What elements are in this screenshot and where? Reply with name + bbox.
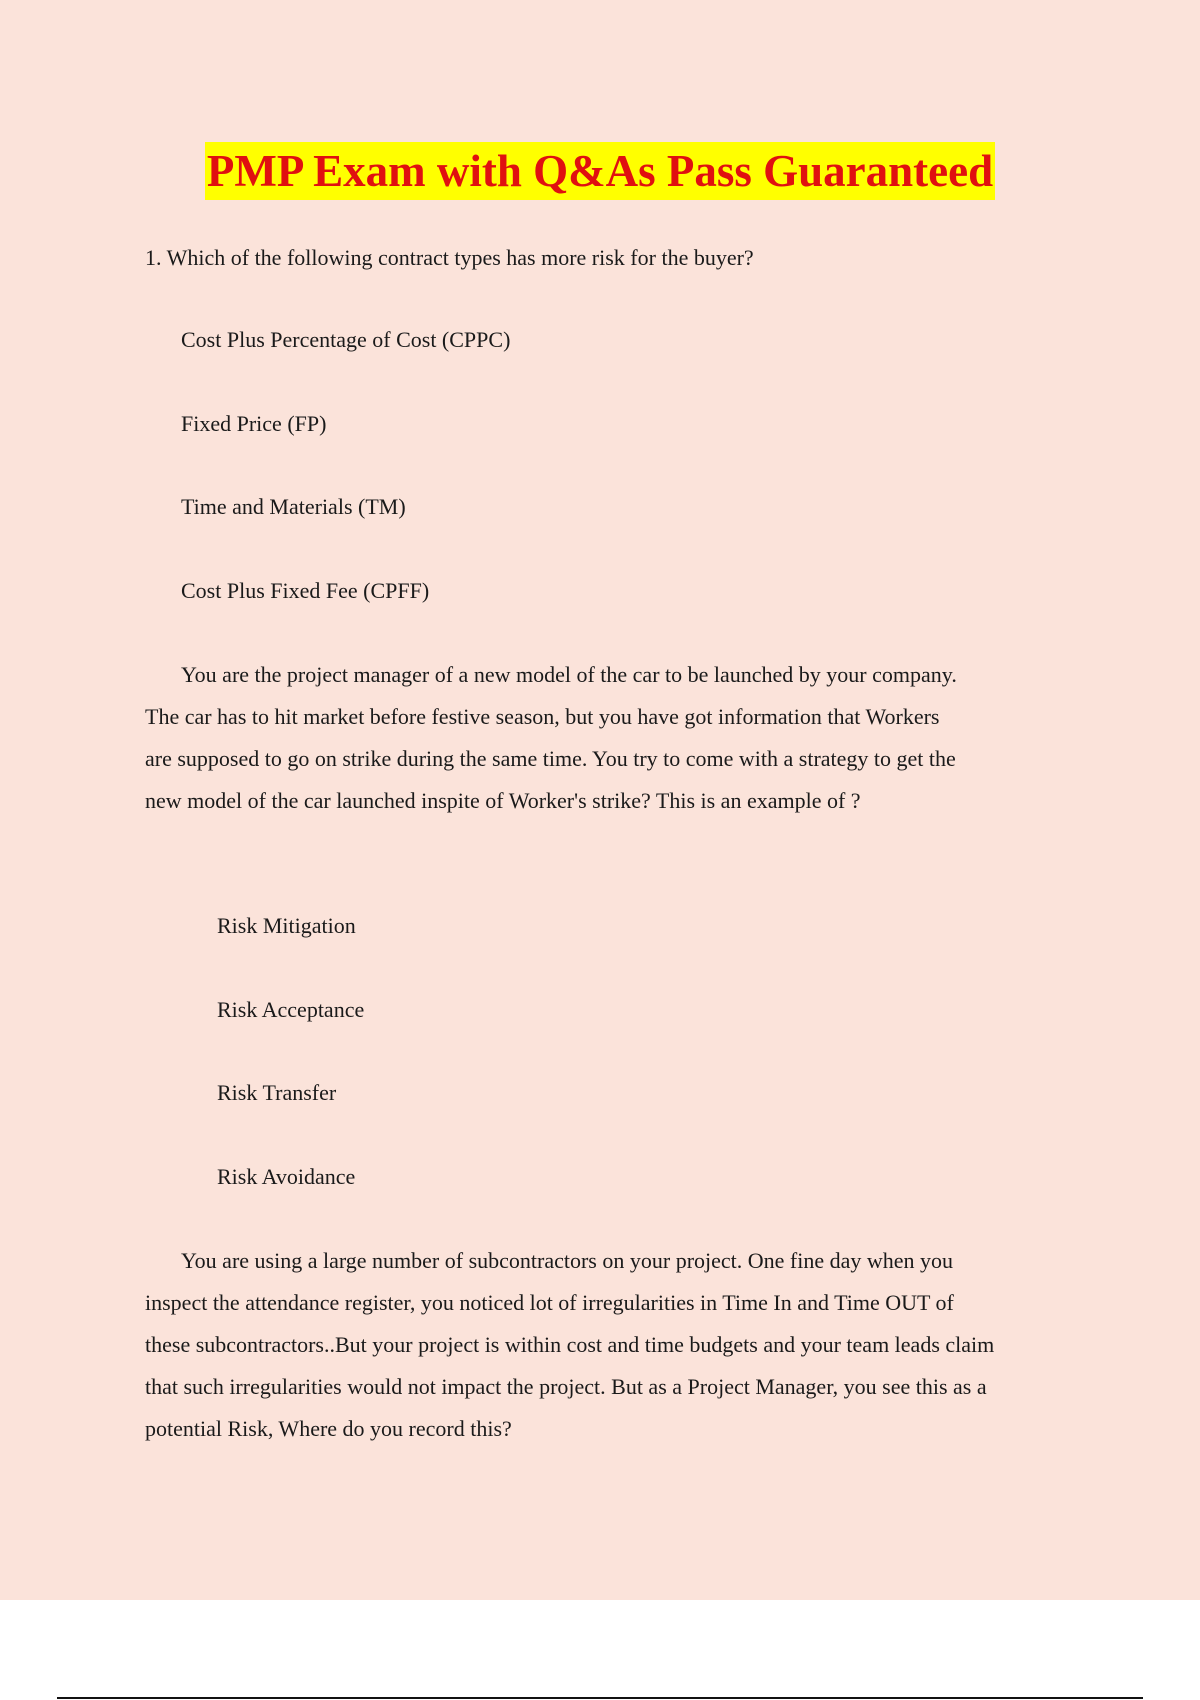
question-2-option: Risk Mitigation (217, 913, 356, 938)
question-2-line: new model of the car launched inspite of Worker's strike? This is an example of ? (145, 788, 861, 813)
bottom-divider (57, 1697, 1143, 1699)
question-2-option: Risk Transfer (217, 1080, 337, 1105)
question-3-line: these subcontractors..But your project is within cost and time budgets and your team leads claim (145, 1332, 995, 1357)
question-2-paragraph (145, 654, 957, 822)
page-title: PMP Exam with Q&As Pass Guaranteed (205, 142, 995, 200)
question-2-option: Risk Avoidance (217, 1164, 356, 1189)
question-2-line: You are the project manager of a new model of the car to be launched by your company. (181, 662, 957, 687)
question-3-line: that such irregularities would not impact the project. But as a Project Manager, you see this as a (145, 1374, 987, 1399)
question-3-line: potential Risk, Where do you record this? (145, 1416, 512, 1441)
question-3-line: inspect the attendance register, you noticed lot of irregularities in Time In and Time OUT of (145, 1290, 954, 1315)
title-container (0, 142, 1200, 200)
question-1-option: Cost Plus Percentage of Cost (CPPC) (181, 327, 511, 352)
question-1-text: 1. Which of the following contract types has more risk for the buyer? (145, 245, 754, 270)
question-3-line: You are using a large number of subcontractors on your project. One fine day when you (181, 1248, 954, 1273)
question-2-option: Risk Acceptance (217, 997, 365, 1022)
question-1-option: Cost Plus Fixed Fee (CPFF) (181, 578, 430, 603)
question-1-option: Time and Materials (TM) (181, 494, 406, 519)
question-1-option: Fixed Price (FP) (181, 411, 327, 436)
question-2-line: are supposed to go on strike during the same time. You try to come with a strategy to get the (145, 746, 956, 771)
question-2-line: The car has to hit market before festive season, but you have got information that Workers (145, 704, 940, 729)
question-3-paragraph (145, 1240, 994, 1450)
